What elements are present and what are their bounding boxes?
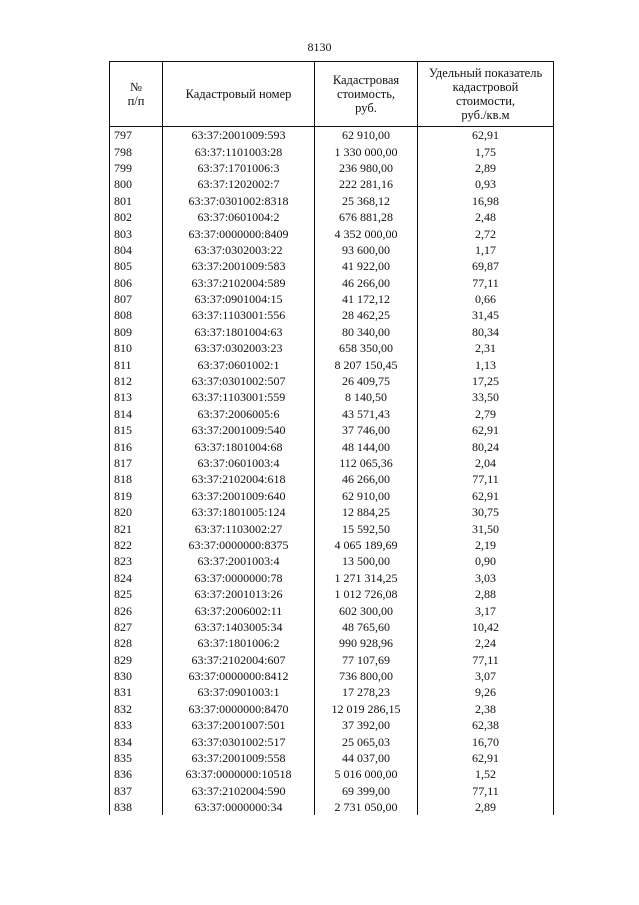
cell-cadastral-cost: 676 881,28 <box>315 209 418 225</box>
table-row <box>110 127 554 144</box>
cell-cadastral-cost: 25 065,03 <box>315 733 418 749</box>
cell-number: 819 <box>110 488 163 504</box>
table-row <box>110 717 554 733</box>
cell-cadastral-cost: 28 462,25 <box>315 307 418 323</box>
cell-cadastral-number: 63:37:2001007:501 <box>163 717 315 733</box>
cell-unit-cost: 77,11 <box>418 652 554 668</box>
table-row <box>110 504 554 520</box>
cell-cadastral-number: 63:37:2001009:540 <box>163 422 315 438</box>
cell-unit-cost: 3,03 <box>418 570 554 586</box>
cell-cadastral-cost: 990 928,96 <box>315 635 418 651</box>
cell-number: 806 <box>110 275 163 291</box>
cell-number: 836 <box>110 766 163 782</box>
table-row <box>110 422 554 438</box>
cell-cadastral-cost: 13 500,00 <box>315 553 418 569</box>
cell-unit-cost: 30,75 <box>418 504 554 520</box>
cell-unit-cost: 2,72 <box>418 225 554 241</box>
cell-cadastral-number: 63:37:0000000:8375 <box>163 537 315 553</box>
table-row <box>110 701 554 717</box>
cell-cadastral-cost: 25 368,12 <box>315 193 418 209</box>
cell-cadastral-number: 63:37:1103001:556 <box>163 307 315 323</box>
table-row <box>110 291 554 307</box>
cell-cadastral-number: 63:37:0601004:2 <box>163 209 315 225</box>
cell-unit-cost: 1,52 <box>418 766 554 782</box>
cell-cadastral-number: 63:37:1103002:27 <box>163 520 315 536</box>
table-row <box>110 783 554 799</box>
table-row <box>110 242 554 258</box>
table-row <box>110 733 554 749</box>
cell-unit-cost: 62,91 <box>418 422 554 438</box>
cell-unit-cost: 0,66 <box>418 291 554 307</box>
cell-number: 821 <box>110 520 163 536</box>
cell-cadastral-number: 63:37:1801005:124 <box>163 504 315 520</box>
table-row <box>110 455 554 471</box>
header-cadastral-number: Кадастровый номер <box>163 62 315 127</box>
cell-number: 834 <box>110 733 163 749</box>
cell-unit-cost: 31,50 <box>418 520 554 536</box>
table-row <box>110 356 554 372</box>
table-row <box>110 766 554 782</box>
cell-cadastral-cost: 48 144,00 <box>315 438 418 454</box>
cell-unit-cost: 3,07 <box>418 668 554 684</box>
cell-unit-cost: 1,75 <box>418 143 554 159</box>
cell-unit-cost: 17,25 <box>418 373 554 389</box>
cell-number: 804 <box>110 242 163 258</box>
cell-unit-cost: 9,26 <box>418 684 554 700</box>
cell-cadastral-cost: 37 746,00 <box>315 422 418 438</box>
cell-unit-cost: 0,93 <box>418 176 554 192</box>
cell-unit-cost: 16,70 <box>418 733 554 749</box>
cell-cadastral-cost: 12 884,25 <box>315 504 418 520</box>
cell-cadastral-number: 63:37:0000000:10518 <box>163 766 315 782</box>
cell-unit-cost: 62,91 <box>418 750 554 766</box>
cell-cadastral-cost: 222 281,16 <box>315 176 418 192</box>
cell-number: 835 <box>110 750 163 766</box>
cell-number: 807 <box>110 291 163 307</box>
cell-number: 816 <box>110 438 163 454</box>
cell-number: 820 <box>110 504 163 520</box>
cell-cadastral-number: 63:37:1701006:3 <box>163 160 315 176</box>
cell-cadastral-number: 63:37:1101003:28 <box>163 143 315 159</box>
cell-cadastral-number: 63:37:1103001:559 <box>163 389 315 405</box>
cell-unit-cost: 2,89 <box>418 799 554 815</box>
cell-cadastral-cost: 37 392,00 <box>315 717 418 733</box>
cell-unit-cost: 2,48 <box>418 209 554 225</box>
cell-cadastral-number: 63:37:0302003:23 <box>163 340 315 356</box>
cell-number: 825 <box>110 586 163 602</box>
cell-cadastral-number: 63:37:0000000:78 <box>163 570 315 586</box>
table-row <box>110 619 554 635</box>
cell-cadastral-number: 63:37:0000000:34 <box>163 799 315 815</box>
cell-unit-cost: 0,90 <box>418 553 554 569</box>
cell-number: 818 <box>110 471 163 487</box>
cell-number: 826 <box>110 602 163 618</box>
cell-unit-cost: 3,17 <box>418 602 554 618</box>
cell-cadastral-cost: 26 409,75 <box>315 373 418 389</box>
cell-cadastral-number: 63:37:1801004:68 <box>163 438 315 454</box>
table-row <box>110 799 554 815</box>
cell-unit-cost: 2,88 <box>418 586 554 602</box>
cell-cadastral-cost: 17 278,23 <box>315 684 418 700</box>
cell-cadastral-number: 63:37:0000000:8409 <box>163 225 315 241</box>
cell-unit-cost: 62,38 <box>418 717 554 733</box>
cell-unit-cost: 62,91 <box>418 488 554 504</box>
cell-unit-cost: 33,50 <box>418 389 554 405</box>
header-number: № п/п <box>110 62 163 127</box>
table-row <box>110 373 554 389</box>
cell-cadastral-cost: 43 571,43 <box>315 406 418 422</box>
cell-number: 797 <box>110 127 163 144</box>
table-row <box>110 520 554 536</box>
cell-unit-cost: 2,24 <box>418 635 554 651</box>
cell-unit-cost: 2,31 <box>418 340 554 356</box>
cell-cadastral-cost: 8 207 150,45 <box>315 356 418 372</box>
table-row <box>110 406 554 422</box>
cell-cadastral-cost: 5 016 000,00 <box>315 766 418 782</box>
cell-number: 830 <box>110 668 163 684</box>
cell-number: 798 <box>110 143 163 159</box>
cell-unit-cost: 2,38 <box>418 701 554 717</box>
cell-cadastral-cost: 1 271 314,25 <box>315 570 418 586</box>
cell-unit-cost: 77,11 <box>418 783 554 799</box>
cell-unit-cost: 1,17 <box>418 242 554 258</box>
cell-cadastral-cost: 44 037,00 <box>315 750 418 766</box>
cell-number: 837 <box>110 783 163 799</box>
cell-cadastral-cost: 41 172,12 <box>315 291 418 307</box>
cell-unit-cost: 2,89 <box>418 160 554 176</box>
cell-cadastral-number: 63:37:1801004:63 <box>163 324 315 340</box>
cell-unit-cost: 31,45 <box>418 307 554 323</box>
cell-cadastral-cost: 2 731 050,00 <box>315 799 418 815</box>
table-row <box>110 143 554 159</box>
cell-number: 823 <box>110 553 163 569</box>
cell-cadastral-number: 63:37:2102004:618 <box>163 471 315 487</box>
table-row <box>110 160 554 176</box>
cell-cadastral-number: 63:37:2001009:593 <box>163 127 315 144</box>
cell-cadastral-number: 63:37:2001003:4 <box>163 553 315 569</box>
table-row <box>110 389 554 405</box>
cell-cadastral-cost: 80 340,00 <box>315 324 418 340</box>
cell-unit-cost: 10,42 <box>418 619 554 635</box>
cell-number: 810 <box>110 340 163 356</box>
table-header <box>110 62 554 127</box>
table-row <box>110 307 554 323</box>
cell-cadastral-cost: 12 019 286,15 <box>315 701 418 717</box>
table-row <box>110 209 554 225</box>
cell-cadastral-cost: 602 300,00 <box>315 602 418 618</box>
cell-cadastral-cost: 15 592,50 <box>315 520 418 536</box>
table-row <box>110 258 554 274</box>
cell-number: 801 <box>110 193 163 209</box>
cell-unit-cost: 16,98 <box>418 193 554 209</box>
cell-cadastral-cost: 41 922,00 <box>315 258 418 274</box>
cell-cadastral-number: 63:37:2001009:558 <box>163 750 315 766</box>
cell-number: 803 <box>110 225 163 241</box>
cell-cadastral-number: 63:37:0302003:22 <box>163 242 315 258</box>
cell-cadastral-cost: 77 107,69 <box>315 652 418 668</box>
table-row <box>110 570 554 586</box>
table-row <box>110 324 554 340</box>
cell-cadastral-cost: 62 910,00 <box>315 127 418 144</box>
cell-number: 828 <box>110 635 163 651</box>
table-row <box>110 340 554 356</box>
cell-number: 832 <box>110 701 163 717</box>
table-row <box>110 275 554 291</box>
cell-number: 831 <box>110 684 163 700</box>
cell-cadastral-cost: 112 065,36 <box>315 455 418 471</box>
cell-number: 809 <box>110 324 163 340</box>
table-row <box>110 438 554 454</box>
table-row <box>110 750 554 766</box>
cell-cadastral-number: 63:37:1202002:7 <box>163 176 315 192</box>
cell-number: 799 <box>110 160 163 176</box>
cell-cadastral-number: 63:37:0301002:8318 <box>163 193 315 209</box>
table-row <box>110 176 554 192</box>
cell-cadastral-number: 63:37:2102004:607 <box>163 652 315 668</box>
cell-unit-cost: 80,34 <box>418 324 554 340</box>
cell-cadastral-cost: 4 065 189,69 <box>315 537 418 553</box>
cell-unit-cost: 62,91 <box>418 127 554 144</box>
cell-number: 814 <box>110 406 163 422</box>
cell-cadastral-number: 63:37:2006002:11 <box>163 602 315 618</box>
table-body <box>110 127 554 816</box>
table-row <box>110 488 554 504</box>
cell-cadastral-number: 63:37:1403005:34 <box>163 619 315 635</box>
cell-cadastral-cost: 4 352 000,00 <box>315 225 418 241</box>
table-row <box>110 225 554 241</box>
cell-cadastral-cost: 736 800,00 <box>315 668 418 684</box>
cell-cadastral-number: 63:37:0000000:8470 <box>163 701 315 717</box>
table-row <box>110 586 554 602</box>
cell-number: 827 <box>110 619 163 635</box>
cell-number: 822 <box>110 537 163 553</box>
table-row <box>110 193 554 209</box>
cell-number: 813 <box>110 389 163 405</box>
cell-cadastral-number: 63:37:0301002:507 <box>163 373 315 389</box>
header-unit-cost: Удельный показатель кадастровой стоимости, руб./кв.м <box>418 62 554 127</box>
cell-number: 838 <box>110 799 163 815</box>
cell-cadastral-number: 63:37:2102004:590 <box>163 783 315 799</box>
cell-cadastral-cost: 46 266,00 <box>315 275 418 291</box>
cell-unit-cost: 77,11 <box>418 471 554 487</box>
cell-unit-cost: 1,13 <box>418 356 554 372</box>
cell-number: 812 <box>110 373 163 389</box>
cell-number: 833 <box>110 717 163 733</box>
cell-unit-cost: 2,79 <box>418 406 554 422</box>
cell-number: 829 <box>110 652 163 668</box>
cell-cadastral-number: 63:37:2006005:6 <box>163 406 315 422</box>
cell-unit-cost: 77,11 <box>418 275 554 291</box>
cell-cadastral-cost: 8 140,50 <box>315 389 418 405</box>
cell-cadastral-cost: 1 012 726,08 <box>315 586 418 602</box>
table-row <box>110 684 554 700</box>
table-row <box>110 471 554 487</box>
cell-cadastral-cost: 46 266,00 <box>315 471 418 487</box>
cell-cadastral-cost: 658 350,00 <box>315 340 418 356</box>
cell-number: 815 <box>110 422 163 438</box>
table-row <box>110 652 554 668</box>
cadastral-table <box>109 61 554 815</box>
cell-cadastral-number: 63:37:2102004:589 <box>163 275 315 291</box>
table-row <box>110 553 554 569</box>
cell-cadastral-number: 63:37:2001013:26 <box>163 586 315 602</box>
cell-number: 800 <box>110 176 163 192</box>
cell-cadastral-number: 63:37:0901004:15 <box>163 291 315 307</box>
cell-cadastral-number: 63:37:0000000:8412 <box>163 668 315 684</box>
table-row <box>110 537 554 553</box>
cell-number: 805 <box>110 258 163 274</box>
cell-cadastral-number: 63:37:0601003:4 <box>163 455 315 471</box>
cell-cadastral-cost: 69 399,00 <box>315 783 418 799</box>
cell-number: 817 <box>110 455 163 471</box>
page-number: 8130 <box>307 40 332 54</box>
cell-cadastral-cost: 93 600,00 <box>315 242 418 258</box>
cell-cadastral-cost: 236 980,00 <box>315 160 418 176</box>
cell-number: 811 <box>110 356 163 372</box>
table-row <box>110 602 554 618</box>
cell-cadastral-number: 63:37:2001009:640 <box>163 488 315 504</box>
cell-unit-cost: 2,04 <box>418 455 554 471</box>
cell-cadastral-number: 63:37:2001009:583 <box>163 258 315 274</box>
cell-cadastral-cost: 62 910,00 <box>315 488 418 504</box>
table-row <box>110 635 554 651</box>
cell-cadastral-number: 63:37:0901003:1 <box>163 684 315 700</box>
cell-cadastral-number: 63:37:0601002:1 <box>163 356 315 372</box>
cell-unit-cost: 80,24 <box>418 438 554 454</box>
cell-number: 802 <box>110 209 163 225</box>
cell-unit-cost: 69,87 <box>418 258 554 274</box>
cell-number: 808 <box>110 307 163 323</box>
cell-unit-cost: 2,19 <box>418 537 554 553</box>
header-cadastral-cost: Кадастровая стоимость, руб. <box>315 62 418 127</box>
cell-cadastral-cost: 48 765,60 <box>315 619 418 635</box>
cell-cadastral-number: 63:37:0301002:517 <box>163 733 315 749</box>
table-row <box>110 668 554 684</box>
cell-number: 824 <box>110 570 163 586</box>
cell-cadastral-cost: 1 330 000,00 <box>315 143 418 159</box>
cell-cadastral-number: 63:37:1801006:2 <box>163 635 315 651</box>
